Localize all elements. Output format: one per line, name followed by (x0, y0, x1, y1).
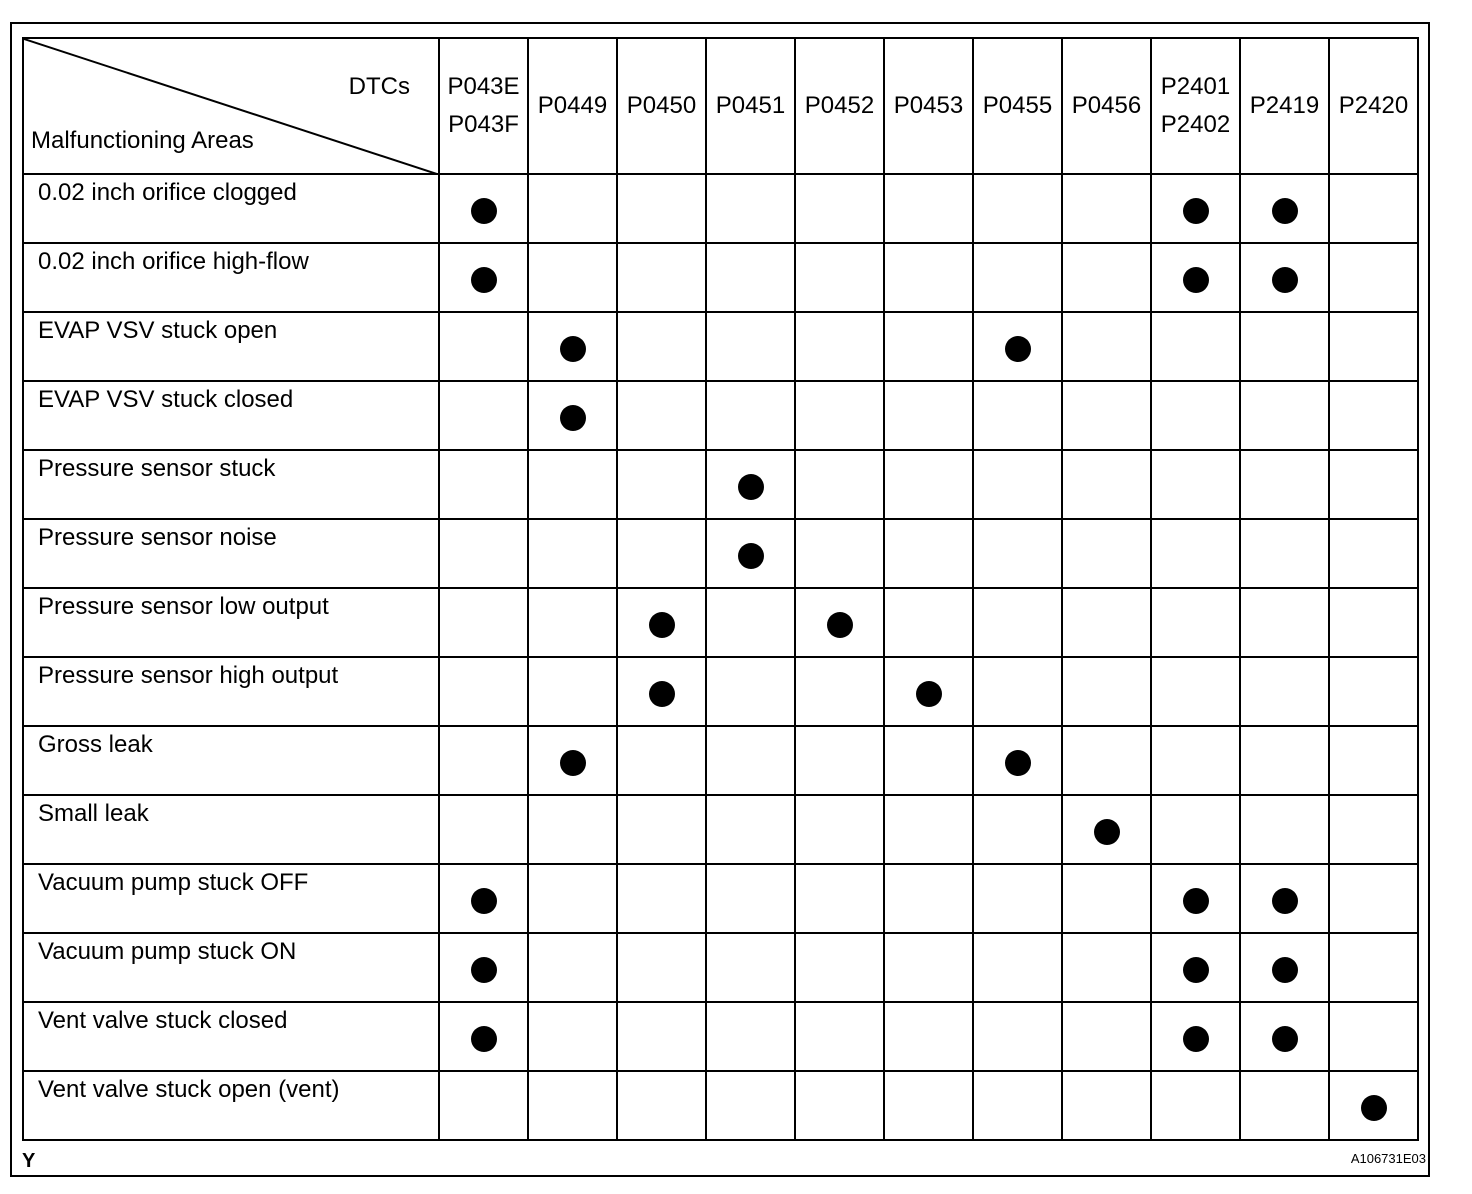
matrix-cell (617, 519, 706, 588)
matrix-cell (1151, 588, 1240, 657)
malfunction-area-label: EVAP VSV stuck closed (38, 386, 294, 413)
matrix-cell (973, 864, 1062, 933)
matrix-cell (973, 174, 1062, 243)
matrix-cell (973, 1071, 1062, 1140)
matrix-cell (884, 795, 973, 864)
matrix-cell (884, 726, 973, 795)
corner-mark: Y (22, 1150, 36, 1172)
applicable-dot-icon (738, 543, 764, 569)
matrix-cell (973, 588, 1062, 657)
matrix-cell (1329, 450, 1418, 519)
matrix-cell (973, 312, 1062, 381)
dtc-code: P2420 (1338, 92, 1409, 119)
matrix-cell (706, 588, 795, 657)
matrix-cell (706, 243, 795, 312)
matrix-cell (1151, 174, 1240, 243)
malfunction-area-label: Pressure sensor stuck (38, 455, 276, 482)
applicable-dot-icon (560, 750, 586, 776)
dtc-column-header (884, 38, 973, 174)
malfunction-area-label: Pressure sensor high output (38, 662, 339, 689)
table-row (23, 726, 1418, 795)
table-row (23, 864, 1418, 933)
matrix-cell (1062, 519, 1151, 588)
matrix-cell (1329, 795, 1418, 864)
matrix-cell (706, 795, 795, 864)
applicable-dot-icon (1272, 1026, 1298, 1052)
malfunction-area-cell (23, 795, 439, 864)
matrix-cell (1240, 657, 1329, 726)
applicable-dot-icon (471, 267, 497, 293)
matrix-cell (617, 174, 706, 243)
matrix-cell (1151, 450, 1240, 519)
dtc-column-header (973, 38, 1062, 174)
matrix-cell (439, 450, 528, 519)
matrix-cell (617, 1071, 706, 1140)
matrix-cell (1329, 1071, 1418, 1140)
malfunction-area-label: 0.02 inch orifice clogged (38, 179, 297, 206)
applicable-dot-icon (1183, 1026, 1209, 1052)
matrix-cell (617, 864, 706, 933)
matrix-cell (1151, 933, 1240, 1002)
matrix-cell (439, 933, 528, 1002)
malfunction-area-cell (23, 450, 439, 519)
matrix-cell (439, 243, 528, 312)
matrix-cell (884, 1071, 973, 1140)
matrix-cell (706, 726, 795, 795)
matrix-cell (1151, 864, 1240, 933)
malfunction-area-cell (23, 657, 439, 726)
matrix-cell (1151, 312, 1240, 381)
matrix-cell (439, 795, 528, 864)
applicable-dot-icon (1183, 888, 1209, 914)
dtc-code: P2401 (1160, 73, 1231, 100)
matrix-cell (1151, 726, 1240, 795)
matrix-cell (706, 1071, 795, 1140)
dtc-column-header (1240, 38, 1329, 174)
malfunction-area-cell (23, 864, 439, 933)
matrix-cell (528, 864, 617, 933)
matrix-cell (884, 243, 973, 312)
matrix-cell (439, 381, 528, 450)
matrix-cell (1240, 726, 1329, 795)
malfunction-area-cell (23, 312, 439, 381)
malfunction-area-cell (23, 588, 439, 657)
matrix-cell (973, 657, 1062, 726)
matrix-cell (1329, 657, 1418, 726)
matrix-cell (1151, 519, 1240, 588)
dtc-column-header (1329, 38, 1418, 174)
malfunction-area-label: 0.02 inch orifice high-flow (38, 248, 309, 275)
matrix-cell (528, 381, 617, 450)
matrix-cell (1240, 795, 1329, 864)
table-row (23, 1002, 1418, 1071)
matrix-cell (1329, 312, 1418, 381)
malfunction-area-label: Gross leak (38, 731, 153, 758)
matrix-cell (795, 933, 884, 1002)
dtc-code: P0453 (893, 92, 964, 119)
matrix-cell (706, 519, 795, 588)
matrix-cell (884, 657, 973, 726)
applicable-dot-icon (1183, 267, 1209, 293)
dtc-code: P0452 (804, 92, 875, 119)
applicable-dot-icon (471, 198, 497, 224)
malfunction-area-label: EVAP VSV stuck open (38, 317, 278, 344)
matrix-cell (973, 450, 1062, 519)
matrix-cell (1329, 1002, 1418, 1071)
table-row (23, 450, 1418, 519)
dtc-column-header (439, 38, 528, 174)
matrix-cell (1240, 1071, 1329, 1140)
matrix-cell (528, 174, 617, 243)
matrix-cell (795, 864, 884, 933)
matrix-cell (706, 1002, 795, 1071)
matrix-cell (439, 1071, 528, 1140)
applicable-dot-icon (1094, 819, 1120, 845)
matrix-cell (884, 864, 973, 933)
malfunction-area-cell (23, 1002, 439, 1071)
matrix-cell (884, 174, 973, 243)
matrix-cell (1240, 933, 1329, 1002)
matrix-cell (528, 1002, 617, 1071)
applicable-dot-icon (1183, 198, 1209, 224)
matrix-cell (1240, 519, 1329, 588)
matrix-cell (1062, 657, 1151, 726)
matrix-cell (528, 312, 617, 381)
header-row (23, 38, 1418, 174)
matrix-cell (1240, 1002, 1329, 1071)
matrix-cell (1151, 1002, 1240, 1071)
malfunction-area-label: Vent valve stuck closed (38, 1007, 288, 1034)
matrix-cell (1062, 933, 1151, 1002)
malfunction-area-label: Vacuum pump stuck OFF (38, 869, 309, 896)
malfunction-area-cell (23, 933, 439, 1002)
dtc-column-header (1151, 38, 1240, 174)
matrix-cell (1062, 174, 1151, 243)
matrix-cell (617, 381, 706, 450)
matrix-cell (528, 519, 617, 588)
matrix-cell (1062, 864, 1151, 933)
matrix-cell (1240, 588, 1329, 657)
matrix-cell (439, 519, 528, 588)
table-row (23, 795, 1418, 864)
matrix-cell (617, 1002, 706, 1071)
matrix-cell (1062, 726, 1151, 795)
matrix-cell (528, 450, 617, 519)
matrix-cell (1240, 381, 1329, 450)
matrix-cell (1151, 381, 1240, 450)
matrix-cell (1240, 243, 1329, 312)
matrix-cell (439, 864, 528, 933)
matrix-cell (617, 933, 706, 1002)
matrix-cell (795, 657, 884, 726)
matrix-cell (1151, 243, 1240, 312)
matrix-cell (528, 1071, 617, 1140)
applicable-dot-icon (560, 336, 586, 362)
matrix-cell (1329, 174, 1418, 243)
matrix-cell (1062, 312, 1151, 381)
matrix-cell (439, 588, 528, 657)
matrix-cell (973, 243, 1062, 312)
matrix-cell (795, 450, 884, 519)
matrix-cell (884, 450, 973, 519)
matrix-cell (973, 519, 1062, 588)
matrix-cell (973, 1002, 1062, 1071)
malfunction-area-label: Vent valve stuck open (vent) (38, 1076, 340, 1103)
table-row (23, 381, 1418, 450)
dtc-matrix-table (22, 37, 1419, 1141)
matrix-cell (795, 726, 884, 795)
applicable-dot-icon (1272, 198, 1298, 224)
applicable-dot-icon (1005, 750, 1031, 776)
matrix-cell (1062, 588, 1151, 657)
malfunction-area-cell (23, 1071, 439, 1140)
matrix-cell (884, 519, 973, 588)
table-row (23, 657, 1418, 726)
dtc-code: P043F (448, 111, 519, 138)
matrix-cell (973, 726, 1062, 795)
dtc-column-header (795, 38, 884, 174)
malfunction-area-cell (23, 174, 439, 243)
matrix-cell (795, 381, 884, 450)
dtc-code: P2419 (1249, 92, 1320, 119)
table-row (23, 1071, 1418, 1140)
matrix-cell (1151, 657, 1240, 726)
matrix-cell (528, 933, 617, 1002)
dtc-code: P0456 (1071, 92, 1142, 119)
matrix-cell (795, 1002, 884, 1071)
matrix-cell (1329, 588, 1418, 657)
dtc-code: P0451 (715, 92, 786, 119)
matrix-cell (1329, 243, 1418, 312)
matrix-cell (1329, 381, 1418, 450)
dtc-code: P2402 (1160, 111, 1231, 138)
matrix-cell (617, 657, 706, 726)
table-row (23, 243, 1418, 312)
matrix-cell (795, 174, 884, 243)
matrix-cell (439, 174, 528, 243)
matrix-cell (528, 657, 617, 726)
matrix-cell (528, 243, 617, 312)
matrix-cell (1062, 795, 1151, 864)
applicable-dot-icon (649, 612, 675, 638)
matrix-cell (439, 1002, 528, 1071)
matrix-cell (1240, 174, 1329, 243)
applicable-dot-icon (1361, 1095, 1387, 1121)
table-row (23, 174, 1418, 243)
matrix-cell (1240, 450, 1329, 519)
dtc-column-header (706, 38, 795, 174)
matrix-cell (617, 588, 706, 657)
table-row (23, 933, 1418, 1002)
matrix-cell (528, 588, 617, 657)
matrix-cell (1329, 933, 1418, 1002)
applicable-dot-icon (471, 888, 497, 914)
matrix-cell (1151, 1071, 1240, 1140)
matrix-cell (617, 450, 706, 519)
matrix-cell (439, 657, 528, 726)
matrix-cell (1240, 312, 1329, 381)
dtc-code: P043E (447, 73, 520, 100)
applicable-dot-icon (471, 957, 497, 983)
matrix-cell (1062, 1002, 1151, 1071)
malfunctioning-areas-label: Malfunctioning Areas (31, 127, 254, 154)
matrix-cell (1062, 381, 1151, 450)
applicable-dot-icon (1005, 336, 1031, 362)
table-row (23, 588, 1418, 657)
malfunction-area-cell (23, 381, 439, 450)
matrix-cell (795, 243, 884, 312)
matrix-cell (528, 795, 617, 864)
applicable-dot-icon (1272, 957, 1298, 983)
matrix-cell (706, 933, 795, 1002)
matrix-cell (617, 312, 706, 381)
matrix-cell (617, 726, 706, 795)
dtcs-label: DTCs (348, 73, 410, 100)
matrix-cell (706, 174, 795, 243)
dtc-column-header (617, 38, 706, 174)
matrix-cell (795, 795, 884, 864)
applicable-dot-icon (649, 681, 675, 707)
table-row (23, 312, 1418, 381)
matrix-cell (706, 864, 795, 933)
matrix-cell (706, 657, 795, 726)
malfunction-area-label: Pressure sensor noise (38, 524, 277, 551)
matrix-cell (1329, 864, 1418, 933)
matrix-cell (1062, 450, 1151, 519)
matrix-cell (973, 933, 1062, 1002)
matrix-cell (439, 726, 528, 795)
malfunction-area-cell (23, 243, 439, 312)
dtc-code: P0450 (626, 92, 697, 119)
matrix-cell (884, 933, 973, 1002)
matrix-cell (617, 795, 706, 864)
corner-header (23, 38, 439, 174)
applicable-dot-icon (1272, 267, 1298, 293)
malfunction-area-label: Pressure sensor low output (38, 593, 329, 620)
matrix-cell (884, 1002, 973, 1071)
dtc-column-header (1062, 38, 1151, 174)
matrix-cell (795, 1071, 884, 1140)
matrix-cell (1151, 795, 1240, 864)
malfunction-area-label: Vacuum pump stuck ON (38, 938, 297, 965)
dtc-code: P0449 (537, 92, 608, 119)
matrix-cell (706, 381, 795, 450)
table-row (23, 519, 1418, 588)
matrix-cell (973, 381, 1062, 450)
dtc-column-header (528, 38, 617, 174)
matrix-cell (528, 726, 617, 795)
applicable-dot-icon (1272, 888, 1298, 914)
applicable-dot-icon (827, 612, 853, 638)
matrix-cell (795, 588, 884, 657)
matrix-cell (973, 795, 1062, 864)
matrix-cell (1062, 1071, 1151, 1140)
matrix-cell (884, 381, 973, 450)
applicable-dot-icon (560, 405, 586, 431)
matrix-cell (439, 312, 528, 381)
malfunction-area-cell (23, 726, 439, 795)
applicable-dot-icon (738, 474, 764, 500)
matrix-cell (884, 312, 973, 381)
applicable-dot-icon (471, 1026, 497, 1052)
matrix-cell (1240, 864, 1329, 933)
matrix-cell (706, 450, 795, 519)
matrix-cell (1062, 243, 1151, 312)
dtc-code: P0455 (982, 92, 1053, 119)
matrix-cell (706, 312, 795, 381)
matrix-cell (617, 243, 706, 312)
matrix-cell (884, 588, 973, 657)
applicable-dot-icon (1183, 957, 1209, 983)
malfunction-area-label: Small leak (38, 800, 149, 827)
figure-id: A106731E03 (1350, 1151, 1426, 1166)
matrix-cell (795, 312, 884, 381)
malfunction-area-cell (23, 519, 439, 588)
applicable-dot-icon (916, 681, 942, 707)
matrix-cell (795, 519, 884, 588)
matrix-cell (1329, 519, 1418, 588)
matrix-cell (1329, 726, 1418, 795)
